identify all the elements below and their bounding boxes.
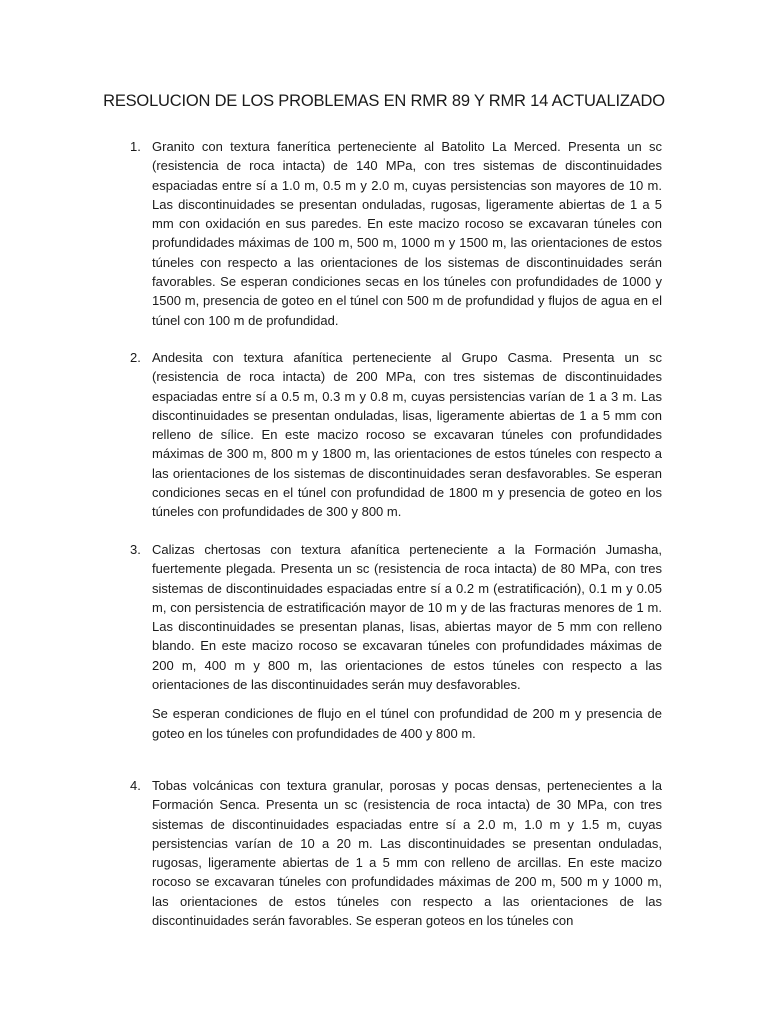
problem-number: 3.: [130, 542, 141, 557]
problem-text: Granito con textura fanerítica perteneciente al Batolito La Merced. Presenta un sc (resistencia de roca intacta) de 140 MPa, con tres sistemas de discontinuidades espaciadas entre sí a 1.0 m, 0.5 m y 2.0 m, cuyas persistencias son mayores de 10 m. Las discontinuidades se presentan onduladas, rugosas, ligeramente abiertas de 1 a 5 mm con oxidación en sus paredes. En este macizo rocoso se excavaran túneles con profundidades máximas de 100 m, 500 m, 1000 m y 1500 m, las orientaciones de estos túneles con respecto a las orientaciones de los sistemas de discontinuidades serán favorables. Se esperan condiciones secas en los túneles con profundidades de 1000 y 1500 m, presencia de goteo en el túnel con 500 m de profundidad y flujos de agua en el túnel con 100 m de profundidad.: [152, 139, 662, 328]
problem-number: 1.: [130, 139, 141, 154]
problem-item: [130, 137, 662, 330]
problem-text: Calizas chertosas con textura afanítica perteneciente a la Formación Jumasha, fuertemente plegada. Presenta un sc (resistencia de roca intacta) de 80 MPa, con tres sistemas de discontinuidades espaciadas entre sí a 0.2 m (estratificación), 0.1 m y 0.05 m, con persistencia de estratificación mayor de 10 m y de las fracturas menores de 1 m. Las discontinuidades se presentan planas, lisas, abiertas mayor de 5 mm con relleno blando. En este macizo rocoso se excavaran túneles con profundidades máximas de 200 m, 400 m y 800 m, las orientaciones de estos túneles con respecto a las orientaciones de las discontinuidades serán muy desfavorables.: [152, 542, 662, 693]
document-title: RESOLUCION DE LOS PROBLEMAS EN RMR 89 Y RMR 14 ACTUALIZADO: [103, 92, 665, 110]
problem-item: [130, 348, 662, 522]
problem-text: Tobas volcánicas con textura granular, porosas y pocas densas, pertenecientes a la Formación Senca. Presenta un sc (resistencia de roca intacta) de 30 MPa, con tres sistemas de discontinuidades espaciadas entre sí a 2.0 m, 1.0 m y 1.5 m, cuyas persistencias varían de 10 a 20 m. Las discontinuidades se presentan onduladas, rugosas, ligeramente abiertas de 1 a 5 mm con relleno de arcillas. En este macizo rocoso se excavaran túneles con profundidades máximas de 200 m, 500 m y 1000 m, las orientaciones de estos túneles con respecto a las orientaciones de las discontinuidades serán favorables. Se esperan goteos en los túneles con: [152, 778, 662, 929]
problem-item: [130, 776, 662, 930]
problem-text: Se esperan condiciones de flujo en el túnel con profundidad de 200 m y presencia de goteo en los túneles con profundidades de 400 y 800 m.: [152, 706, 662, 741]
problem-number: 2.: [130, 350, 141, 365]
problem-text: Andesita con textura afanítica perteneciente al Grupo Casma. Presenta un sc (resistencia de roca intacta) de 200 MPa, con tres sistemas de discontinuidades espaciadas entre sí a 0.5 m, 0.3 m y 0.8 m, cuyas persistencias varían de 1 a 3 m. Las discontinuidades se presentan onduladas, lisas, ligeramente abiertas de 1 a 5 mm con relleno de sílice. En este macizo rocoso se excavaran túneles con profundidades máximas de 300 m, 800 m y 1800 m, las orientaciones de estos túneles con respecto a las orientaciones de los sistemas de discontinuidades seran desfavorables. Se esperan condiciones secas en el túnel con profundidad de 1800 m y presencia de goteo en los túneles con profundidades de 300 y 800 m.: [152, 350, 662, 520]
problem-item: [130, 540, 662, 743]
problem-number: 4.: [130, 778, 141, 793]
